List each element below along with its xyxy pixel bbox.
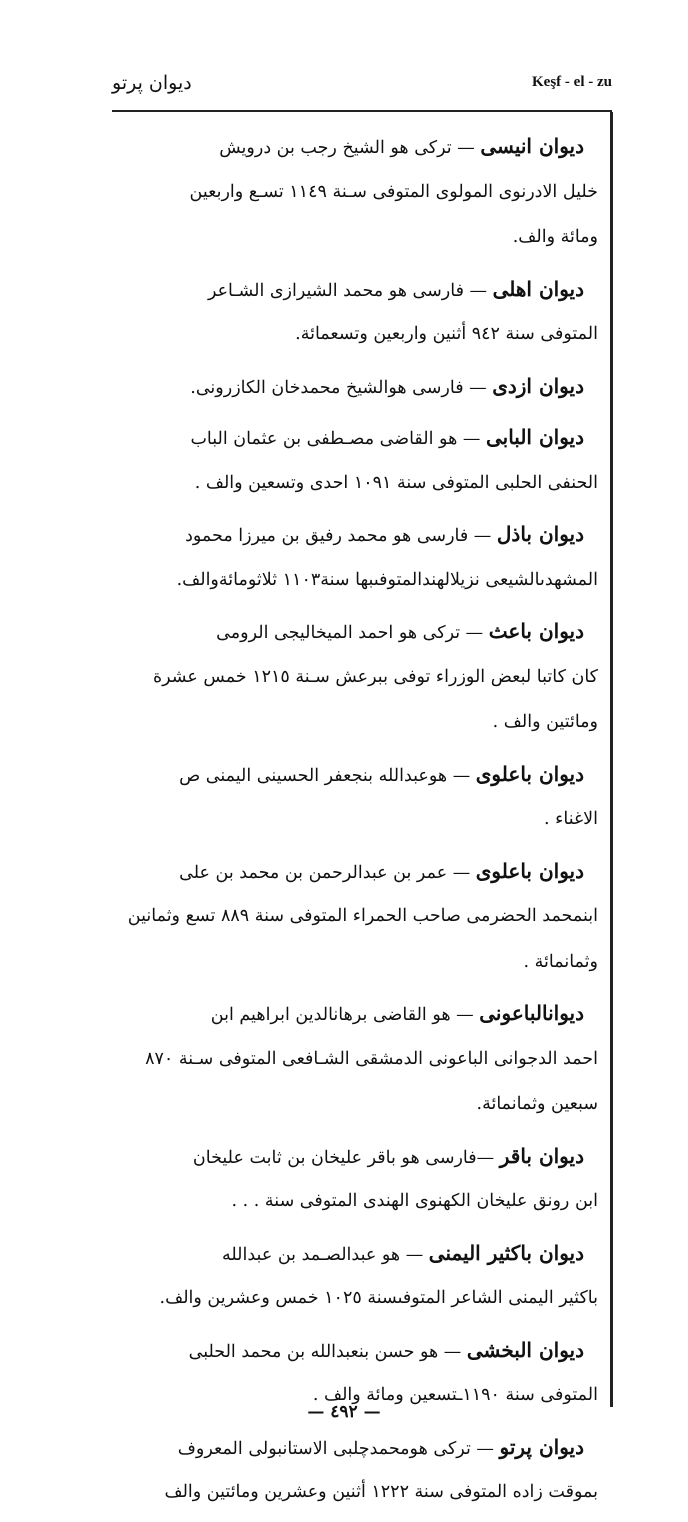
entry-text: الاغناء . bbox=[544, 809, 598, 829]
entry-line bbox=[128, 512, 598, 558]
entry-line bbox=[128, 1037, 598, 1083]
dictionary-entry bbox=[128, 1134, 598, 1225]
entry-text: ومائة والف. bbox=[512, 227, 598, 247]
entry-line bbox=[128, 1231, 598, 1277]
entry-line bbox=[128, 700, 598, 746]
entry-line bbox=[128, 415, 598, 461]
entry-text: المتوفى سنة ٩٤٢ أثنين واربعين وتسعمائة. bbox=[295, 324, 598, 344]
dictionary-entry bbox=[128, 1231, 598, 1322]
entry-text: — فارسى هوالشيخ محمدخان الكازرونى. bbox=[190, 377, 487, 398]
entry-headword: ديوان پرتو bbox=[499, 1434, 584, 1459]
entry-line bbox=[128, 1179, 598, 1225]
entry-line bbox=[128, 1425, 598, 1471]
running-header bbox=[112, 72, 612, 108]
entry-line bbox=[128, 558, 598, 604]
entry-headword: ديوان باقر bbox=[499, 1143, 584, 1168]
dictionary-entries bbox=[128, 124, 598, 1522]
entry-line bbox=[128, 312, 598, 358]
dictionary-entry bbox=[128, 991, 598, 1128]
entry-line bbox=[128, 894, 598, 940]
entry-line bbox=[128, 267, 598, 313]
entry-line bbox=[128, 364, 598, 410]
dictionary-entry bbox=[128, 415, 598, 506]
entry-text: — تركى هومحمدچلبى الاستانبولى المعروف bbox=[177, 1438, 494, 1459]
entry-line bbox=[128, 1134, 598, 1180]
entry-line bbox=[128, 1276, 598, 1322]
entry-headword: ديوان باكثير اليمنى bbox=[428, 1240, 584, 1265]
entry-headword: ديوان باعلوى bbox=[475, 858, 584, 883]
entry-text: —فارسى هو باقر عليخان بن ثابت عليخان bbox=[192, 1147, 495, 1168]
entry-headword: ديوانالباعونى bbox=[479, 1001, 584, 1025]
header-rule bbox=[112, 110, 612, 112]
entry-text: — هو حسن بنعبدالله بن محمد الحلبى bbox=[188, 1341, 462, 1362]
entry-line bbox=[128, 1082, 598, 1128]
entry-text: باكثير اليمنى الشاعر المتوفىسنة ١٠٢٥ خمس وعشرين والف. bbox=[159, 1288, 598, 1308]
entry-text: — فارسى هو محمد الشيرازى الشـاعر bbox=[207, 280, 488, 301]
dictionary-entry bbox=[128, 364, 598, 410]
entry-text: المتوفى سنة ١١٩٠ـتسعين ومائة والف . bbox=[312, 1385, 598, 1405]
entry-text: — هو القاضى برهانالدين ابراهيم ابن bbox=[210, 1005, 474, 1025]
entry-headword: ديوان انيسى bbox=[480, 134, 584, 158]
entry-text: — فارسى هو محمد رفيق بن ميرزا محمود bbox=[185, 526, 492, 546]
entry-line bbox=[128, 609, 598, 655]
entry-text: كان كاتبا لبعض الوزراء توفى ببرعش سـنة ١٢١٥ خمس عشرة bbox=[152, 666, 598, 687]
entry-headword: ديوان باذل bbox=[496, 522, 584, 546]
entry-line bbox=[128, 461, 598, 507]
entry-text: المشهدىالشيعى نزيلالهندالمتوفىبها سنة١١٠٣ ثلاثومائةوالف. bbox=[176, 569, 598, 590]
page-number: — ٤٩٢ — bbox=[307, 1402, 381, 1422]
entry-line bbox=[128, 849, 598, 895]
entry-headword: ديوان باعلوى bbox=[475, 761, 584, 786]
entry-text: — تركى هو احمد الميخاليجى الرومى bbox=[216, 623, 484, 643]
entry-text: ابن رونق عليخان الكهنوى الهندى المتوفى سنة . . . bbox=[231, 1191, 598, 1211]
dictionary-entry bbox=[128, 512, 598, 603]
entry-text: وثمانمائة . bbox=[523, 951, 598, 972]
running-title: ديوان پرتو bbox=[112, 72, 192, 94]
entry-line bbox=[128, 991, 598, 1037]
entry-text: ابنمحمد الحضرمى صاحب الحمراء المتوفى سنة ٨٨٩ تسع وثمانين bbox=[128, 906, 598, 926]
entry-text: بموقت زاده المتوفى سنة ١٢٢٢ أثنين وعشرين ومائتين والف bbox=[164, 1482, 598, 1502]
entry-headword: ديوان ازدى bbox=[492, 373, 584, 398]
entry-line bbox=[128, 1328, 598, 1374]
entry-line bbox=[128, 215, 598, 261]
entry-text: — هو القاضى مصـطفى بن عثمان الباب bbox=[190, 429, 481, 449]
entry-text: — هو عبدالصـمد بن عبدالله bbox=[222, 1244, 424, 1265]
entry-text: — هوعبدالله بنجعفر الحسينى اليمنى ص bbox=[179, 765, 471, 786]
entry-headword: ديوان البابى bbox=[485, 425, 584, 449]
entry-line bbox=[128, 124, 598, 170]
entry-headword: ديوان اهلى bbox=[492, 276, 584, 301]
dictionary-entry bbox=[128, 849, 598, 986]
entry-text: سبعين وثمانمائة. bbox=[476, 1094, 598, 1114]
entry-line bbox=[128, 752, 598, 798]
entry-text: — عمر بن عبدالرحمن بن محمد بن على bbox=[179, 862, 471, 883]
dictionary-entry bbox=[128, 1425, 598, 1516]
dictionary-entry bbox=[128, 267, 598, 358]
entry-text: احمد الدجوانى الباعونى الدمشقى الشـافعى المتوفى سـنة ٨٧٠ bbox=[145, 1048, 598, 1069]
entry-text: خليل الادرنوى المولوى المتوفى سـنة ١١٤٩ تسـع واربعين bbox=[189, 181, 598, 202]
entry-headword: ديوان باعث bbox=[488, 619, 584, 643]
margin-rule bbox=[610, 112, 613, 1407]
entry-text: — تركى هو الشيخ رجب بن درويش bbox=[219, 138, 475, 158]
entry-headword: ديوان البخشى bbox=[466, 1337, 584, 1362]
entry-line bbox=[128, 797, 598, 843]
dictionary-entry bbox=[128, 124, 598, 261]
dictionary-entry bbox=[128, 609, 598, 746]
entry-text: ومائتين والف . bbox=[492, 712, 598, 732]
running-label: Keşf - el - zu bbox=[532, 74, 612, 90]
entry-line bbox=[128, 1470, 598, 1516]
entry-line bbox=[128, 655, 598, 701]
dictionary-entry bbox=[128, 752, 598, 843]
entry-text: الحنفى الحلبى المتوفى سنة ١٠٩١ احدى وتسعين والف . bbox=[194, 472, 598, 493]
entry-line bbox=[128, 170, 598, 216]
entry-line bbox=[128, 940, 598, 986]
